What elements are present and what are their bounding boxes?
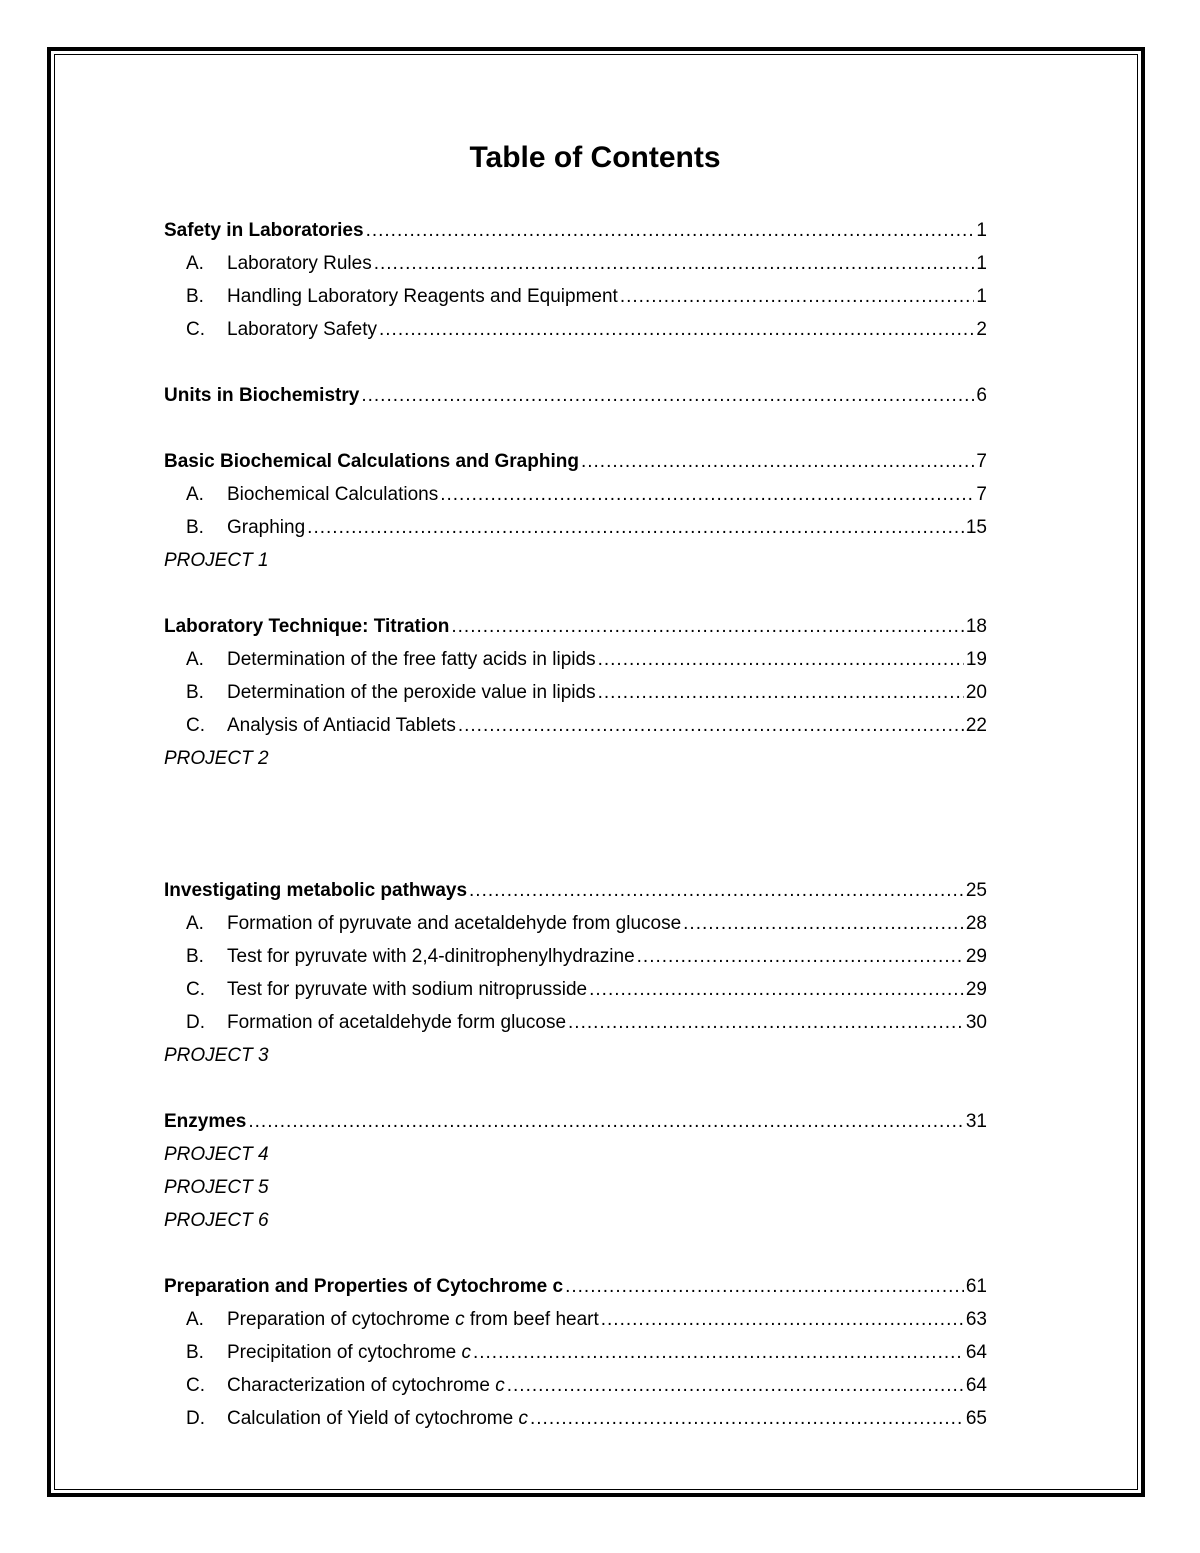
- toc-subentry-text: Biochemical Calculations: [227, 484, 439, 505]
- toc-page-number: 1: [976, 220, 987, 241]
- toc-subentry[interactable]: [186, 480, 987, 510]
- toc-subentry-letter: A.: [186, 253, 204, 274]
- toc-heading-text: Basic Biochemical Calculations and Graphing: [164, 451, 579, 472]
- toc-heading[interactable]: [164, 1272, 987, 1302]
- italic-symbol: c: [455, 1309, 465, 1330]
- toc-subentry-letter: B.: [186, 517, 204, 538]
- toc-subentry-text: Formation of pyruvate and acetaldehyde from glucose: [227, 913, 682, 934]
- dot-leader: [379, 315, 974, 345]
- toc-subentry-letter: A.: [186, 913, 204, 934]
- toc-subentry[interactable]: [186, 315, 987, 345]
- toc-page-number: 7: [976, 451, 987, 472]
- toc-heading[interactable]: [164, 612, 987, 642]
- toc-subentry-letter: C.: [186, 979, 205, 1000]
- toc-heading[interactable]: [164, 216, 987, 246]
- toc-subentry-text: Calculation of Yield of cytochrome c: [227, 1408, 528, 1429]
- toc-subentry-letter: A.: [186, 649, 204, 670]
- italic-symbol: c: [518, 1408, 528, 1429]
- toc-page-number: 64: [965, 1342, 987, 1363]
- toc-subentry[interactable]: [186, 1371, 987, 1401]
- toc-subentry-letter: D.: [186, 1012, 205, 1033]
- toc-subentry[interactable]: [186, 909, 987, 939]
- dot-leader: [374, 249, 975, 279]
- toc-subentry-text: Determination of the peroxide value in lipids: [227, 682, 596, 703]
- dot-leader: [620, 282, 975, 312]
- toc-heading-text: Enzymes: [164, 1111, 247, 1132]
- toc-subentry[interactable]: [186, 1404, 987, 1434]
- italic-symbol: c: [495, 1375, 505, 1396]
- toc-page-number: 7: [976, 484, 987, 505]
- dot-leader: [598, 645, 964, 675]
- dot-leader: [530, 1404, 964, 1434]
- dot-leader: [598, 678, 964, 708]
- toc-heading-text: Preparation and Properties of Cytochrome c: [164, 1276, 564, 1297]
- toc-subentry-letter: C.: [186, 715, 205, 736]
- toc-heading[interactable]: [164, 447, 987, 477]
- toc-subentry-text: Characterization of cytochrome c: [227, 1375, 505, 1396]
- toc-subentry-letter: C.: [186, 1375, 205, 1396]
- page-title: Table of Contents: [469, 141, 721, 174]
- italic-symbol: c: [461, 1342, 471, 1363]
- dot-leader: [366, 216, 975, 246]
- toc-page-number: 29: [965, 979, 987, 1000]
- dot-leader: [565, 1272, 964, 1302]
- toc-page-number: 30: [965, 1012, 987, 1033]
- toc-heading-text: Laboratory Technique: Titration: [164, 616, 450, 637]
- toc-subentry[interactable]: [186, 678, 987, 708]
- toc-page-number: 19: [965, 649, 987, 670]
- toc-heading-text: Investigating metabolic pathways: [164, 880, 468, 901]
- dot-leader: [637, 942, 964, 972]
- toc-subentry-text: Determination of the free fatty acids in lipids: [227, 649, 596, 670]
- toc-subentry[interactable]: [186, 711, 987, 741]
- toc-subentry[interactable]: [186, 645, 987, 675]
- toc-subentry[interactable]: [186, 513, 987, 543]
- toc-subentry-text: Formation of acetaldehyde form glucose: [227, 1012, 567, 1033]
- toc-subentry[interactable]: [186, 282, 987, 312]
- toc-subentry-letter: B.: [186, 1342, 204, 1363]
- toc-subentry[interactable]: [186, 1305, 987, 1335]
- dot-leader: [589, 975, 964, 1005]
- toc-page-number: 22: [965, 715, 987, 736]
- toc-page-number: 2: [976, 319, 987, 340]
- toc-subentry[interactable]: [186, 1338, 987, 1368]
- toc-page-number: 20: [965, 682, 987, 703]
- toc-subentry-letter: B.: [186, 682, 204, 703]
- toc-subentry-text: Test for pyruvate with sodium nitroprusside: [227, 979, 588, 1000]
- toc-page-number: 25: [965, 880, 987, 901]
- toc-heading[interactable]: [164, 1107, 987, 1137]
- toc-subentry-letter: B.: [186, 286, 204, 307]
- toc-subentry-text: Graphing: [227, 517, 306, 538]
- dot-leader: [507, 1371, 964, 1401]
- toc-page-number: 65: [965, 1408, 987, 1429]
- toc-page-number: 31: [965, 1111, 987, 1132]
- toc-subentry-text: Precipitation of cytochrome c: [227, 1342, 471, 1363]
- toc-heading-text: Units in Biochemistry: [164, 385, 360, 406]
- toc-subentry[interactable]: [186, 1008, 987, 1038]
- dot-leader: [307, 513, 964, 543]
- dot-leader: [248, 1107, 963, 1137]
- toc-subentry-letter: A.: [186, 1309, 204, 1330]
- toc-subentry[interactable]: [186, 249, 987, 279]
- dot-leader: [451, 612, 963, 642]
- toc-page-number: 1: [976, 286, 987, 307]
- project-label: PROJECT 4: [164, 1144, 269, 1165]
- project-label: PROJECT 2: [164, 748, 269, 769]
- toc-subentry-text: Test for pyruvate with 2,4-dinitrophenylhydrazine: [227, 946, 635, 967]
- project-label: PROJECT 6: [164, 1210, 269, 1231]
- dot-leader: [469, 876, 964, 906]
- toc-heading-text: Safety in Laboratories: [164, 220, 364, 241]
- dot-leader: [601, 1305, 964, 1335]
- project-label: PROJECT 1: [164, 550, 269, 571]
- project-label: PROJECT 5: [164, 1177, 269, 1198]
- dot-leader: [683, 909, 964, 939]
- toc-subentry-text: Laboratory Rules: [227, 253, 372, 274]
- toc-heading[interactable]: [164, 381, 987, 411]
- dot-leader: [581, 447, 974, 477]
- toc-subentry-letter: A.: [186, 484, 204, 505]
- dot-leader: [473, 1338, 964, 1368]
- toc-subentry-text: Handling Laboratory Reagents and Equipment: [227, 286, 618, 307]
- toc-subentry-letter: C.: [186, 319, 205, 340]
- toc-subentry-text: Analysis of Antiacid Tablets: [227, 715, 456, 736]
- toc-page-number: 63: [965, 1309, 987, 1330]
- dot-leader: [568, 1008, 964, 1038]
- dot-leader: [440, 480, 974, 510]
- dot-leader: [361, 381, 974, 411]
- toc-page-number: 15: [965, 517, 987, 538]
- toc-subentry-letter: D.: [186, 1408, 205, 1429]
- project-label: PROJECT 3: [164, 1045, 269, 1066]
- toc-subentry-letter: B.: [186, 946, 204, 967]
- toc-subentry-text: Laboratory Safety: [227, 319, 377, 340]
- toc-page-number: 18: [965, 616, 987, 637]
- toc-heading[interactable]: [164, 876, 987, 906]
- toc-page-number: 28: [965, 913, 987, 934]
- toc-page-number: 6: [976, 385, 987, 406]
- toc-subentry[interactable]: [186, 975, 987, 1005]
- toc-subentry[interactable]: [186, 942, 987, 972]
- toc-page-number: 29: [965, 946, 987, 967]
- dot-leader: [458, 711, 964, 741]
- toc-subentry-text: Preparation of cytochrome c from beef heart: [227, 1309, 599, 1330]
- toc-page-number: 1: [976, 253, 987, 274]
- toc-page-number: 64: [965, 1375, 987, 1396]
- toc-page-number: 61: [965, 1276, 987, 1297]
